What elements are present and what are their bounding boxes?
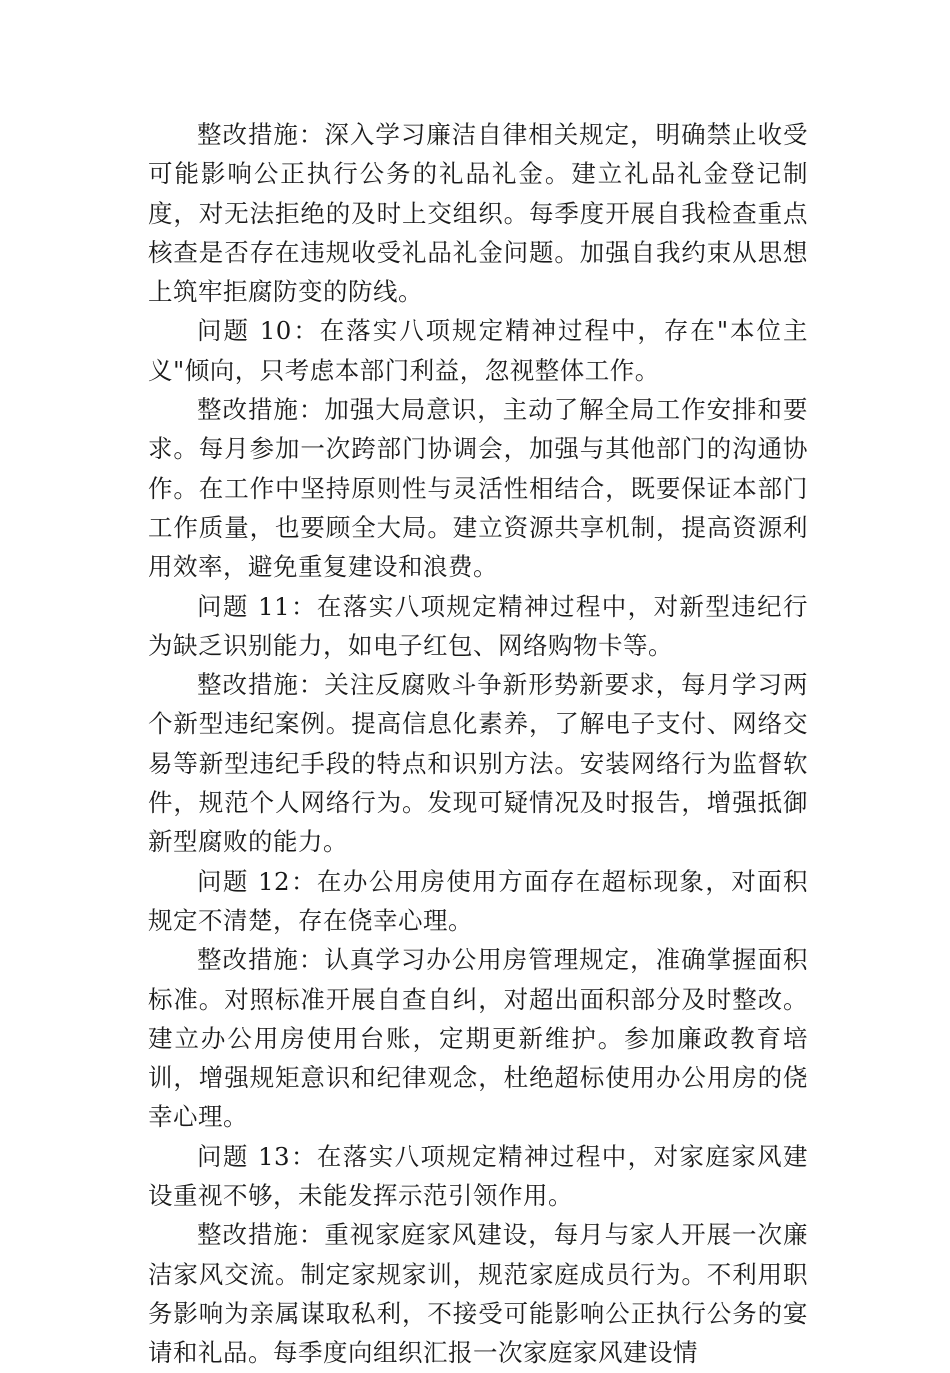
paragraph-issue-11: 问题 11：在落实八项规定精神过程中，对新型违纪行为缺乏识别能力，如电子红包、网络购物卡等。 bbox=[148, 591, 808, 660]
paragraph-issue-10: 问题 10：在落实八项规定精神过程中，存在"本位主义"倾向，只考虑本部门利益，忽视整体工作。 bbox=[148, 316, 808, 385]
paragraph-rectification-12: 整改措施：认真学习办公用房管理规定，准确掌握面积标准。对照标准开展自查自纠，对超出面积部分及时整改。建立办公用房使用台账，定期更新维护。参加廉政教育培训，增强规矩意识和纪律观念，杜绝超标使用办公用房的侥幸心理。 bbox=[148, 945, 808, 1132]
paragraph-rectification-13: 整改措施：重视家庭家风建设，每月与家人开展一次廉洁家风交流。制定家规家训，规范家庭成员行为。不利用职务影响为亲属谋取私利，不接受可能影响公正执行公务的宴请和礼品。每季度向组织汇报一次家庭家风建设情 bbox=[148, 1220, 808, 1368]
paragraph-issue-12: 问题 12：在办公用房使用方面存在超标现象，对面积规定不清楚，存在侥幸心理。 bbox=[148, 866, 808, 935]
paragraph-rectification-10: 整改措施：加强大局意识，主动了解全局工作安排和要求。每月参加一次跨部门协调会，加强与其他部门的沟通协作。在工作中坚持原则性与灵活性相结合，既要保证本部门工作质量，也要顾全大局。建立资源共享机制，提高资源利用效率，避免重复建设和浪费。 bbox=[148, 395, 808, 582]
document-body bbox=[148, 115, 808, 1373]
paragraph-rectification-gifts: 整改措施：深入学习廉洁自律相关规定，明确禁止收受可能影响公正执行公务的礼品礼金。建立礼品礼金登记制度，对无法拒绝的及时上交组织。每季度开展自我检查重点核查是否存在违规收受礼品礼金问题。加强自我约束从思想上筑牢拒腐防变的防线。 bbox=[148, 120, 808, 307]
paragraph-rectification-11: 整改措施：关注反腐败斗争新形势新要求，每月学习两个新型违纪案例。提高信息化素养，了解电子支付、网络交易等新型违纪手段的特点和识别方法。安装网络行为监督软件，规范个人网络行为。发现可疑情况及时报告，增强抵御新型腐败的能力。 bbox=[148, 670, 808, 857]
paragraph-issue-13: 问题 13：在落实八项规定精神过程中，对家庭家风建设重视不够，未能发挥示范引领作用。 bbox=[148, 1141, 808, 1211]
